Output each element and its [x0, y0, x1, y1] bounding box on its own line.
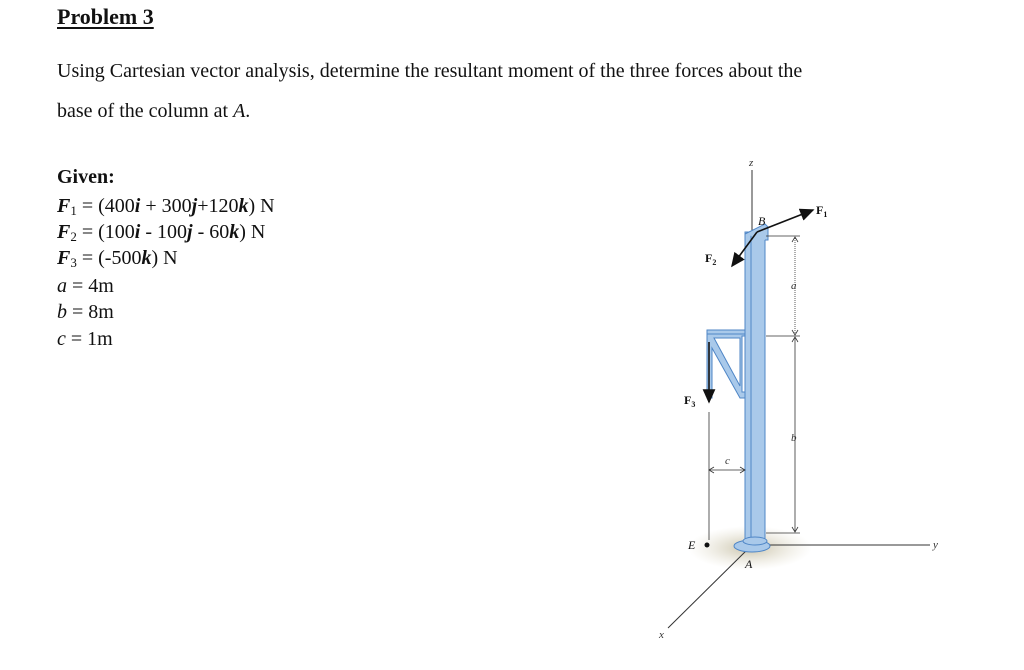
given-c: c = 1m — [57, 328, 113, 350]
problem-statement-line1 — [57, 61, 987, 81]
point-b-label: B — [758, 214, 766, 228]
statement-point-a: A — [233, 100, 246, 122]
given-f2: $F_2 = (100i - 100j - 60k)$ N — [57, 221, 266, 244]
problem-statement-line2 — [57, 101, 987, 121]
dim-a-label: a — [791, 280, 797, 292]
column — [745, 232, 765, 540]
y-axis-label: y — [933, 539, 938, 551]
point-e-dot — [705, 543, 710, 548]
dim-b-label: b — [791, 432, 797, 444]
dim-a-tick-top — [792, 237, 798, 242]
bracket-brace — [714, 338, 740, 386]
force-f3-label: $F_3$ — [684, 393, 696, 409]
x-axis-label: x — [659, 629, 664, 641]
force-f1-label: $F_1$ — [816, 203, 828, 219]
column-figure — [640, 150, 1020, 650]
problem-title: Problem 3 — [57, 4, 154, 29]
force-f2-label: $F_2$ — [705, 251, 717, 267]
statement-text: base of the column at — [57, 100, 234, 122]
point-a-label: A — [745, 557, 753, 571]
given-a: a = 4m — [57, 275, 114, 297]
force-f1-arrow — [757, 210, 813, 232]
point-e-label: E — [688, 538, 696, 552]
z-axis-label: z — [749, 157, 754, 169]
dim-c-label: c — [725, 455, 730, 467]
statement-text: Using Cartesian vector analysis, determine the resultant moment of the three forces about the — [57, 60, 803, 82]
statement-period: . — [245, 100, 251, 122]
given-f3: $F_3 = (-500k)$ N — [57, 247, 178, 270]
base-flange — [743, 537, 767, 545]
given-heading: Given: — [57, 166, 115, 188]
given-f1: $F_1 = (400i + 300j+120k)$ N — [57, 195, 275, 218]
given-b: b = 8m — [57, 301, 114, 323]
